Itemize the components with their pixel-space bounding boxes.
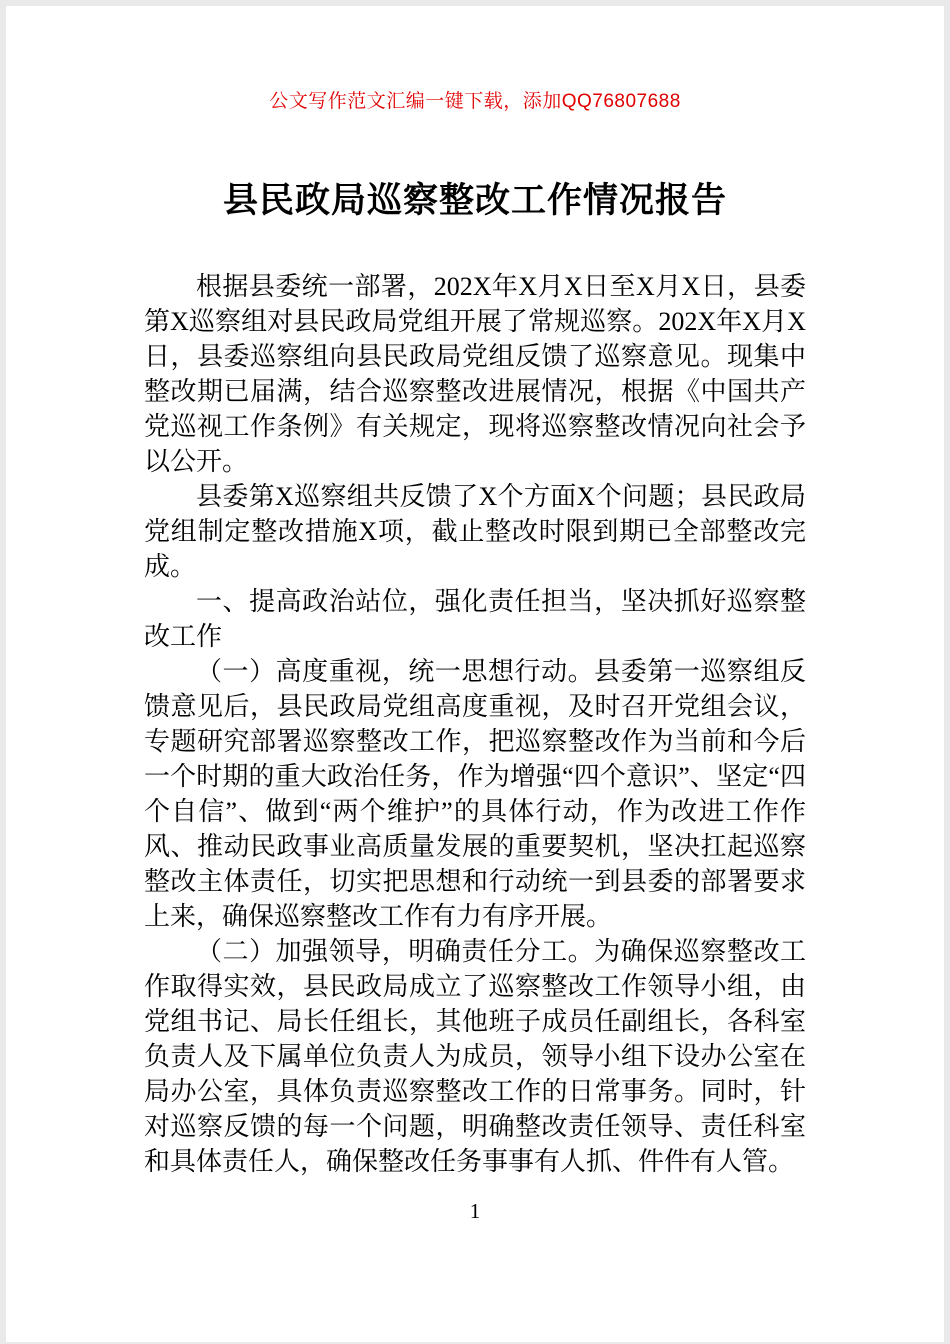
page-number: 1 xyxy=(469,1199,481,1223)
header-notice: 公文写作范文汇编一键下载，添加QQ76807688 xyxy=(269,91,681,112)
paragraph: （一）高度重视，统一思想行动。县委第一巡察组反馈意见后，县民政局党组高度重视，及时召开党组会议，专题研究部署巡察整改工作，把巡察整改作为当前和今后一个时期的重大政治任务，作为增强“四个意识”、坚定“四个自信”、做到“两个维护”的具体行动，作为改进工作作风、推动民政事业高质量发展的重要契机，坚决扛起巡察整改主体责任，切实把思想和行动统一到县委的部署要求上来，确保巡察整改工作有力有序开展。 xyxy=(144,657,806,931)
paragraph: （二）加强领导，明确责任分工。为确保巡察整改工作取得实效，县民政局成立了巡察整改工作领导小组，由党组书记、局长任组长，其他班子成员任副组长，各科室负责人及下属单位负责人为成员，领导小组下设办公室在局办公室，具体负责巡察整改工作的日常事务。同时，针对巡察反馈的每一个问题，明确整改责任领导、责任科室和具体责任人，确保整改任务事事有人抓、件件有人管。 xyxy=(144,937,806,1176)
document-page xyxy=(6,6,944,1342)
section-heading: 一、提高政治站位，强化责任担当，坚决抓好巡察整改工作 xyxy=(144,587,806,651)
document-body xyxy=(6,269,944,1179)
paragraph: 县委第X巡察组共反馈了X个方面X个问题；县民政局党组制定整改措施X项，截止整改时限到期已全部整改完成。 xyxy=(144,482,806,581)
document-title: 县民政局巡察整改工作情况报告 xyxy=(222,181,727,220)
paragraph: 根据县委统一部署，202X年X月X日至X月X日，县委第X巡察组对县民政局党组开展了常规巡察。202X年X月X日，县委巡察组向县民政局党组反馈了巡察意见。现集中整改期已届满，结合巡察整改进展情况，根据《中国共产党巡视工作条例》有关规定，现将巡察整改情况向社会予以公开。 xyxy=(144,272,806,476)
